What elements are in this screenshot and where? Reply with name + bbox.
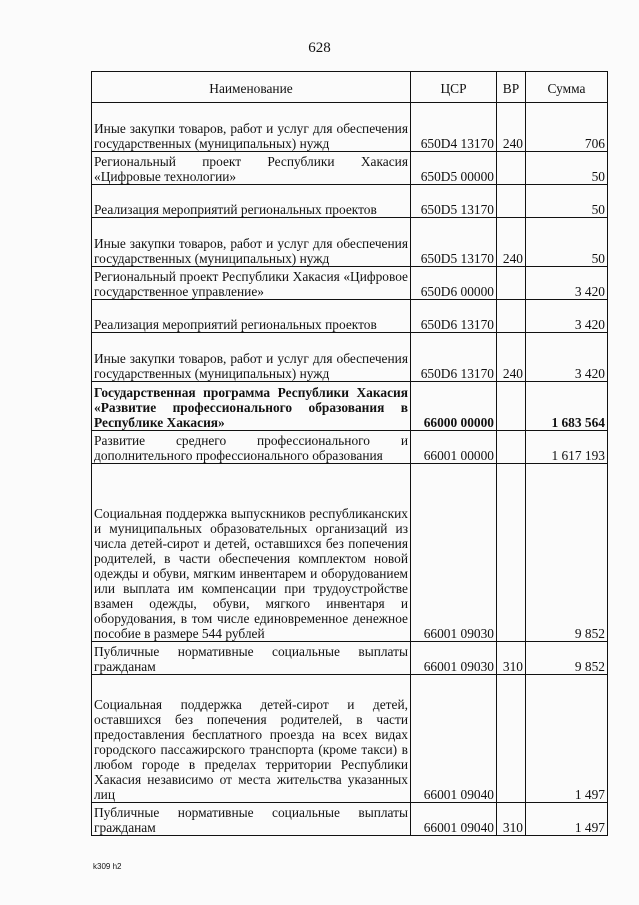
row-csr-cell: 66001 00000 (411, 431, 497, 464)
header-vr: ВР (497, 72, 526, 103)
row-csr-cell: 650D6 00000 (411, 267, 497, 300)
row-sum-cell: 50 (526, 218, 608, 267)
row-sum-cell: 1 617 193 (526, 431, 608, 464)
table-body (92, 103, 608, 836)
row-vr-cell (497, 152, 526, 185)
row-vr-cell (497, 382, 526, 431)
row-csr-cell: 650D5 00000 (411, 152, 497, 185)
row-name-cell: Реализация мероприятий региональных проектов (92, 300, 411, 333)
header-row (92, 72, 608, 103)
row-vr-cell (497, 300, 526, 333)
row-name-cell: Публичные нормативные социальные выплаты гражданам (92, 803, 411, 836)
table-row (92, 333, 608, 382)
row-vr-cell (497, 185, 526, 218)
table-row (92, 675, 608, 803)
row-name-cell: Региональный проект Республики Хакасия «Цифровое государственное управление» (92, 267, 411, 300)
row-sum-cell: 50 (526, 152, 608, 185)
row-csr-cell: 650D6 13170 (411, 300, 497, 333)
header-sum: Сумма (526, 72, 608, 103)
row-sum-cell: 3 420 (526, 267, 608, 300)
table-header (92, 72, 608, 103)
header-name: Наименование (92, 72, 411, 103)
row-name-cell: Иные закупки товаров, работ и услуг для обеспечения государственных (муниципальных) нужд (92, 218, 411, 267)
row-csr-cell: 66001 09030 (411, 642, 497, 675)
row-vr-cell (497, 431, 526, 464)
row-csr-cell: 66000 00000 (411, 382, 497, 431)
row-name-cell: Региональный проект Республики Хакасия «Цифровые технологии» (92, 152, 411, 185)
row-csr-cell: 650D5 13170 (411, 218, 497, 267)
row-sum-cell: 3 420 (526, 300, 608, 333)
row-sum-cell: 1 683 564 (526, 382, 608, 431)
row-vr-cell: 310 (497, 642, 526, 675)
table-row (92, 152, 608, 185)
table-row (92, 103, 608, 152)
table-row (92, 218, 608, 267)
row-sum-cell: 50 (526, 185, 608, 218)
row-vr-cell: 310 (497, 803, 526, 836)
row-vr-cell: 240 (497, 333, 526, 382)
row-name-cell: Социальная поддержка выпускников республиканских и муниципальных образовательных организаций из числа детей-сирот и детей, оставшихся без попечения родителей, в части обеспечения комплектом новой одежды и обуви, мягким инвентарем и оборудованием или выплата им компенсации при трудоустройстве взамен одежды, обуви, мягкого инвентаря и оборудования, в том числе единовременное денежное пособие в размере 544 рублей (92, 464, 411, 642)
footer-code: k309 h2 (93, 862, 122, 871)
table-row (92, 185, 608, 218)
row-csr-cell: 650D4 13170 (411, 103, 497, 152)
table-row (92, 382, 608, 431)
row-sum-cell: 1 497 (526, 675, 608, 803)
row-vr-cell (497, 267, 526, 300)
table-row (92, 300, 608, 333)
row-vr-cell (497, 464, 526, 642)
row-vr-cell: 240 (497, 103, 526, 152)
budget-table (91, 71, 608, 836)
table-row (92, 464, 608, 642)
row-name-cell: Иные закупки товаров, работ и услуг для обеспечения государственных (муниципальных) нужд (92, 103, 411, 152)
table-row (92, 267, 608, 300)
row-csr-cell: 66001 09030 (411, 464, 497, 642)
row-sum-cell: 3 420 (526, 333, 608, 382)
row-sum-cell: 9 852 (526, 464, 608, 642)
row-name-cell: Развитие среднего профессионального и дополнительного профессионального образования (92, 431, 411, 464)
row-csr-cell: 66001 09040 (411, 803, 497, 836)
table-row (92, 431, 608, 464)
row-sum-cell: 706 (526, 103, 608, 152)
row-sum-cell: 9 852 (526, 642, 608, 675)
row-csr-cell: 650D6 13170 (411, 333, 497, 382)
row-sum-cell: 1 497 (526, 803, 608, 836)
row-name-cell: Реализация мероприятий региональных проектов (92, 185, 411, 218)
row-csr-cell: 66001 09040 (411, 675, 497, 803)
header-csr: ЦСР (411, 72, 497, 103)
row-vr-cell: 240 (497, 218, 526, 267)
row-vr-cell (497, 675, 526, 803)
row-name-cell: Иные закупки товаров, работ и услуг для обеспечения государственных (муниципальных) нужд (92, 333, 411, 382)
table-row (92, 642, 608, 675)
page-number: 628 (308, 40, 331, 56)
row-name-cell: Государственная программа Республики Хакасия «Развитие профессионального образования в Республике Хакасия» (92, 382, 411, 431)
row-csr-cell: 650D5 13170 (411, 185, 497, 218)
row-name-cell: Социальная поддержка детей-сирот и детей, оставшихся без попечения родителей, в части предоставления бесплатного проезда на всех видах городского пассажирского транспорта (кроме такси) в любом городе в пределах территории Республики Хакасия независимо от места жительства указанных лиц (92, 675, 411, 803)
row-name-cell: Публичные нормативные социальные выплаты гражданам (92, 642, 411, 675)
table-row (92, 803, 608, 836)
